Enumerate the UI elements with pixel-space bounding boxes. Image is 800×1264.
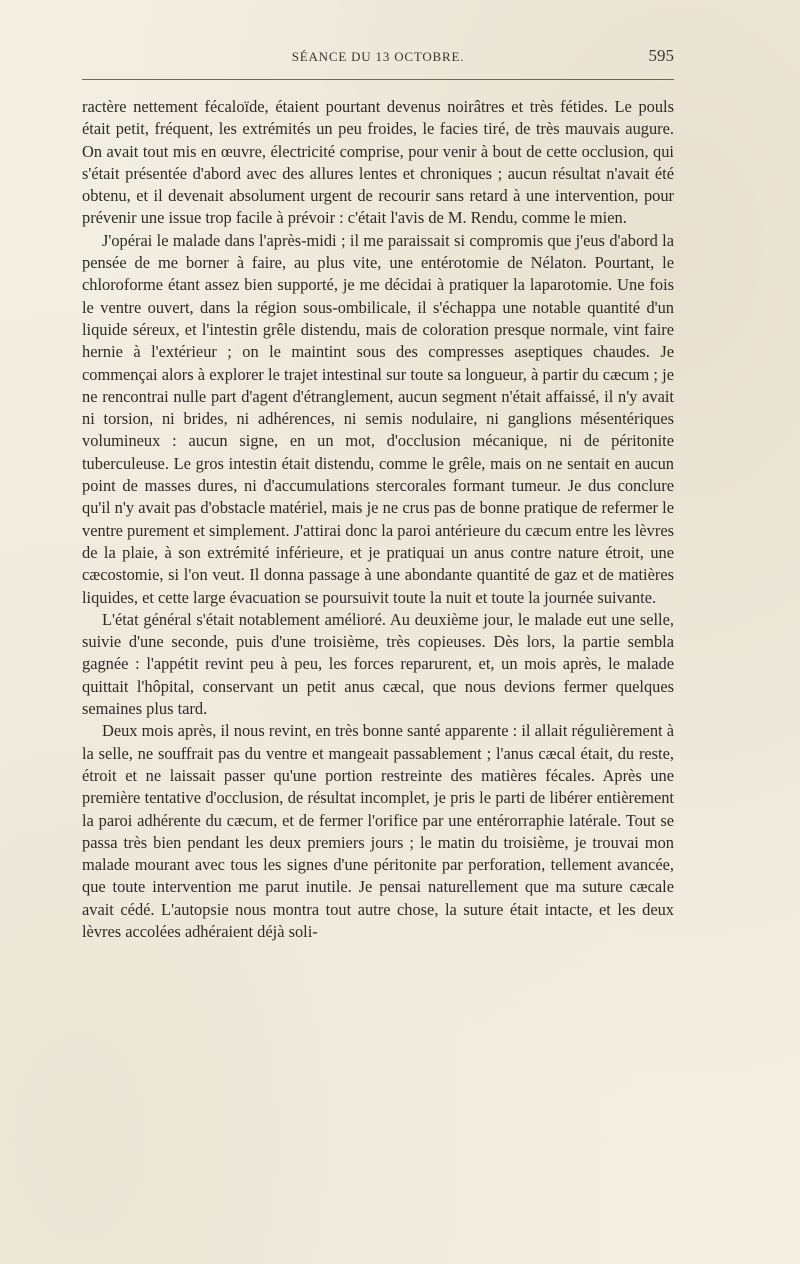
header-rule (82, 79, 674, 80)
page-number: 595 (648, 46, 674, 65)
paragraph: J'opérai le malade dans l'après-midi ; il me paraissait si compromis que j'eus d'abord la pensée de me borner à faire, au plus vite, une entérotomie de Nélaton. Pourtant, le chloroforme étant assez bien supporté, je me décidai à pratiquer la laparotomie. Une fois le ventre ouvert, dans la région sous-ombilicale, il s'échappa une notable quantité d'un liquide séreux, et l'intestin grêle distendu, mais de coloration presque normale, vint faire hernie à l'extérieur ; on le maintint sous des compresses aseptiques chaudes. Je commençai alors à explorer le trajet intestinal sur toute sa longueur, à partir du cæcum ; je ne rencontrai nulle part d'agent d'étranglement, aucun segment n'était affaissé, il n'y avait ni torsion, ni brides, ni adhérences, ni semis nodulaire, ni ganglions mésentériques volumineux : aucun signe, en un mot, d'occlusion mécanique, ni de péritonite tuberculeuse. Le gros intestin était distendu, comme le grêle, mais on ne sentait en aucun point de masses dures, ni d'accumulations stercorales formant tumeur. Je dus conclure qu'il n'y avait pas d'obstacle matériel, mais je ne crus pas de bonne pratique de refermer le ventre purement et simplement. J'attirai donc la paroi antérieure du cæcum entre les lèvres de la plaie, à son extrémité inférieure, et je pratiquai un anus contre nature étroit, une cæcostomie, si l'on veut. Il donna passage à une abondante quantité de gaz et de matières liquides, et cette large évacuation se poursuivit toute la nuit et toute la journée suivante. (82, 230, 674, 607)
paragraph: L'état général s'était notablement amélioré. Au deuxième jour, le malade eut une selle, suivie d'une seconde, puis d'une troisième, très copieuses. Dès lors, la partie sembla gagnée : l'appétit revint peu à peu, les forces reparurent, et, un mois après, le malade quittait l'hôpital, conservant un petit anus cæcal, que nous devions fermer quelques semaines plus tard. (82, 609, 674, 719)
running-head (82, 46, 674, 70)
body-text (82, 96, 674, 943)
paragraph-continued: ractère nettement fécaloïde, étaient pourtant devenus noirâtres et très fétides. Le pouls était petit, fréquent, les extrémités un peu froides, le facies tiré, de très mauvais augure. On avait tout mis en œuvre, électricité comprise, pour venir à bout de cette occlusion, qui s'était présentée d'abord avec des allures lentes et chroniques ; aucun résultat n'avait été obtenu, et il devenait absolument urgent de recourir sans retard à une intervention, pour prévenir une issue trop facile à prévoir : c'était l'avis de M. Rendu, comme le mien. (82, 97, 674, 228)
paragraph: Deux mois après, il nous revint, en très bonne santé apparente : il allait régulièrement à la selle, ne souffrait pas du ventre et mangeait passablement ; l'anus cæcal était, du reste, étroit et ne laissait passer qu'une portion restreinte des matières fécales. Après une première tentative d'occlusion, de résultat incomplet, je pris le parti de libérer entièrement la paroi adhérente du cæcum, et de fermer l'orifice par une entérorraphie latérale. Tout se passa très bien pendant les deux premiers jours ; le matin du troisième, je trouvai mon malade mourant avec tous les signes d'une péritonite par perforation, tellement avancée, que toute intervention me parut inutile. Je pensai naturellement que ma suture cæcale avait cédé. L'autopsie nous montra tout autre chose, la suture était intacte, et les deux lèvres accolées adhéraient déjà soli- (82, 721, 674, 941)
running-title: SÉANCE DU 13 OCTOBRE. (291, 49, 465, 64)
